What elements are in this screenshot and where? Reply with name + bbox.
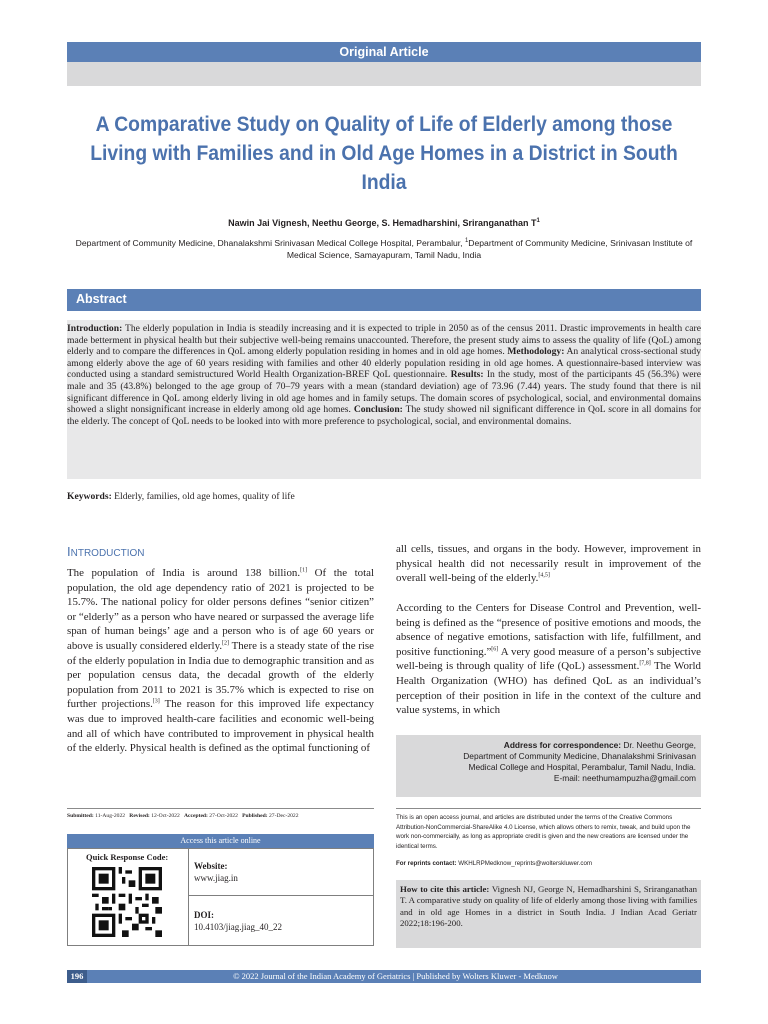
correspondence-label: Address for correspondence: (503, 740, 622, 750)
authors-sup: 1 (536, 218, 540, 224)
citation-ref[interactable]: [3] (152, 698, 160, 705)
citation-ref[interactable]: [7,8] (639, 660, 651, 667)
abstract-conclusion-text: The study showed nil significant difference in QoL score in all domains for the elderly. The concept of QoL needs to be looked into with more preference to psychological, social, and environmental domains. (67, 404, 701, 427)
affiliation-sup: 1 (464, 238, 469, 245)
doi-link[interactable]: 10.4103/jiag.jiag_40_22 (194, 922, 282, 932)
footer-copyright: © 2022 Journal of the Indian Academy of Geriatrics | Published by Wolters Kluwer - Medknow (233, 971, 558, 981)
text-span: all cells, tissues, and organs in the body. However, improvement in physical health did not necessarily result in improvement of the overall well-being of the elderly. (396, 543, 701, 585)
accepted-label: Accepted: (183, 813, 208, 819)
qr-code-icon[interactable] (92, 866, 162, 938)
keywords-label: Keywords: (67, 491, 112, 502)
citation-text (400, 884, 697, 929)
correspondence-line: Department of Community Medicine, Dhanalakshmi Srinivasan (463, 751, 696, 761)
citation-ref[interactable]: [2] (222, 640, 230, 647)
abstract-heading: Abstract (76, 292, 127, 306)
abstract-text (67, 323, 701, 427)
author-list (67, 218, 701, 228)
doi-label: DOI: (194, 910, 214, 920)
citation-body: Vignesh NJ, George N, Hemadharshini S, Sriranganathan T. A comparative study on quality of life of elderly among those living with families and in old age Homes in a district in South India. J Indian Acad Geriatr 2022;18:196-200. (400, 884, 698, 928)
text-span: The population of India is around 138 billion. (67, 567, 301, 579)
text-span: According to the Centers for Disease Control and Prevention, well-being is defined as the “presence of positive emotions and moods, the absence of negative emotions, satisfaction with life, fulfillment, and positive functioning.” (396, 602, 701, 658)
divider (67, 808, 374, 809)
submitted-label: Submitted: (67, 813, 94, 819)
published-label: Published: (242, 813, 268, 819)
citation-label: How to cite this article: (400, 884, 490, 894)
text-span: Of the total population, the old age dependency ratio of 2021 is projected to be 15.7%. The national policy for older persons defines “senior citizen” or “elderly” as a person who have neared or surpassed the average life span of human beings’ age and a person who is of age 60 years or above is usually considered elderly. (67, 567, 374, 652)
intro-heading-first: I (67, 544, 71, 559)
citation-ref[interactable]: [6] (491, 646, 499, 653)
abstract-method-label: Methodology: (507, 346, 565, 358)
revised-date: 12-Oct-2022 (149, 813, 180, 819)
text-span: The World Health Organization (WHO) has defined QoL as an individual’s perception of their position in life in the context of the culture and value systems, in which (396, 660, 701, 717)
article-type-banner (67, 42, 701, 62)
published-date: 27-Dec-2022 (267, 813, 299, 819)
abstract-header (67, 289, 701, 311)
intro-paragraph-3 (396, 601, 701, 718)
correspondence-text (396, 740, 696, 784)
abstract-intro-text: The elderly population in India is steadily increasing and it is expected to triple in 2050 as of the census 2011. Drastic improvements in health care made betterment in physical health but their subjective well-being remains unaccounted. Therefore, the present study aims to assess the quality of life (QoL) among elderly and to compare the differences in QoL among elderly population residing in homes and in old age homes. (67, 323, 701, 358)
reprints-label: For reprints contact: (396, 860, 457, 868)
abstract-results-label: Results: (450, 369, 484, 381)
website-link[interactable]: www.jiag.in (194, 873, 238, 883)
keywords (67, 491, 701, 502)
article-dates (67, 813, 374, 819)
text-span: A very good measure of a person’s subjective well-being is through quality of life (QoL) assessment. (396, 645, 701, 673)
abstract-results-text: In the study, most of the participants 45 (56.3%) were male and 35 (43.8%) belonged to the age group of 70–79 years with a mean (standard deviation) age of 73.96 (7.44) years. The study found that there is nil significant difference in QoL among elderly living in old age homes and in family setups. The domain scores of psychological, social, and environmental domains showed a slight nonsignificant increase in elderly among old age homes. (67, 369, 701, 416)
intro-paragraph-1 (67, 566, 374, 756)
affiliations (67, 237, 701, 261)
header-grey-bar (67, 62, 701, 86)
intro-paragraph-2 (396, 542, 701, 586)
correspondence-line: Medical College and Hospital, Perambalur, Tamil Nadu, India. (468, 762, 696, 772)
qr-label: Quick Response Code: (86, 852, 169, 862)
reprints-email[interactable]: WKHLRPMedknow_reprints@wolterskluwer.com (456, 860, 593, 868)
text-span: The reason for this improved life expectancy was due to improved health-care facilities and economic well-being and all of which have contributed to improvement in physical health of the elderly. Physical health is defined as the optimal functioning of (67, 698, 374, 755)
license-notice (396, 813, 701, 869)
abstract-conclusion-label: Conclusion: (353, 404, 403, 416)
article-type-label: Original Article (339, 45, 429, 59)
authors-text: Nawin Jai Vignesh, Neethu George, S. Hemadharshini, Sriranganathan T (228, 218, 537, 228)
keywords-text: Elderly, families, old age homes, quality of life (111, 491, 295, 502)
divider (188, 895, 373, 896)
correspondence-email[interactable]: E-mail: neethumampuzha@gmail.com (553, 773, 696, 783)
accepted-date: 27-Oct-2022 (207, 813, 238, 819)
license-text: This is an open access journal, and articles are distributed under the terms of the Creative Commons Attribution-NonCommercial-ShareAlike 4.0 License, which allows others to remix, tweak, and build upon the work non-commercially, as long as appropriate credit is given and the new creations are licensed under the identical terms. (396, 814, 691, 850)
access-online-box (67, 848, 374, 946)
introduction-heading (67, 544, 145, 559)
submitted-date: 11-Aug-2022 (93, 813, 126, 819)
citation-ref[interactable]: [1] (300, 567, 308, 574)
abstract-intro-label: Introduction: (67, 323, 123, 334)
page-number: 196 (67, 970, 87, 983)
qr-cell (68, 849, 189, 945)
abstract-method-text: An analytical cross-sectional study among elderly above the age of 60 years residing with families and other 40 elderly population residing in old age homes. A questionnaire-based interview was conducted using a standard semistructured World Health Organization-BREF QoL questionnaire. (67, 346, 701, 381)
affiliation-1: Department of Community Medicine, Dhanalakshmi Srinivasan Medical College Hospital, Perambalur, (75, 238, 465, 248)
affiliation-2: Department of Community Medicine, Srinivasan Institute of Medical Science, Samayapuram, Tamil Nadu, India (286, 238, 693, 260)
article-title: A Comparative Study on Quality of Life of Elderly among those Living with Families and in Old Age Homes in a District in South India (90, 113, 678, 194)
access-online-header: Access this article online (67, 834, 374, 848)
text-span: There is a steady state of the rise of the elderly population in India due to demographic transition and as per population census data, the decadal growth of the elderly population from 2011 to 2021 is 35.7% which is expected to rise on further projections. (67, 639, 375, 711)
revised-label: Revised: (129, 813, 150, 819)
citation-ref[interactable]: [4,5] (538, 572, 550, 579)
correspondence-name: Dr. Neethu George, (621, 740, 696, 750)
website-label: Website: (194, 861, 228, 871)
intro-heading-rest: NTRODUCTION (70, 548, 145, 559)
divider (396, 808, 701, 809)
